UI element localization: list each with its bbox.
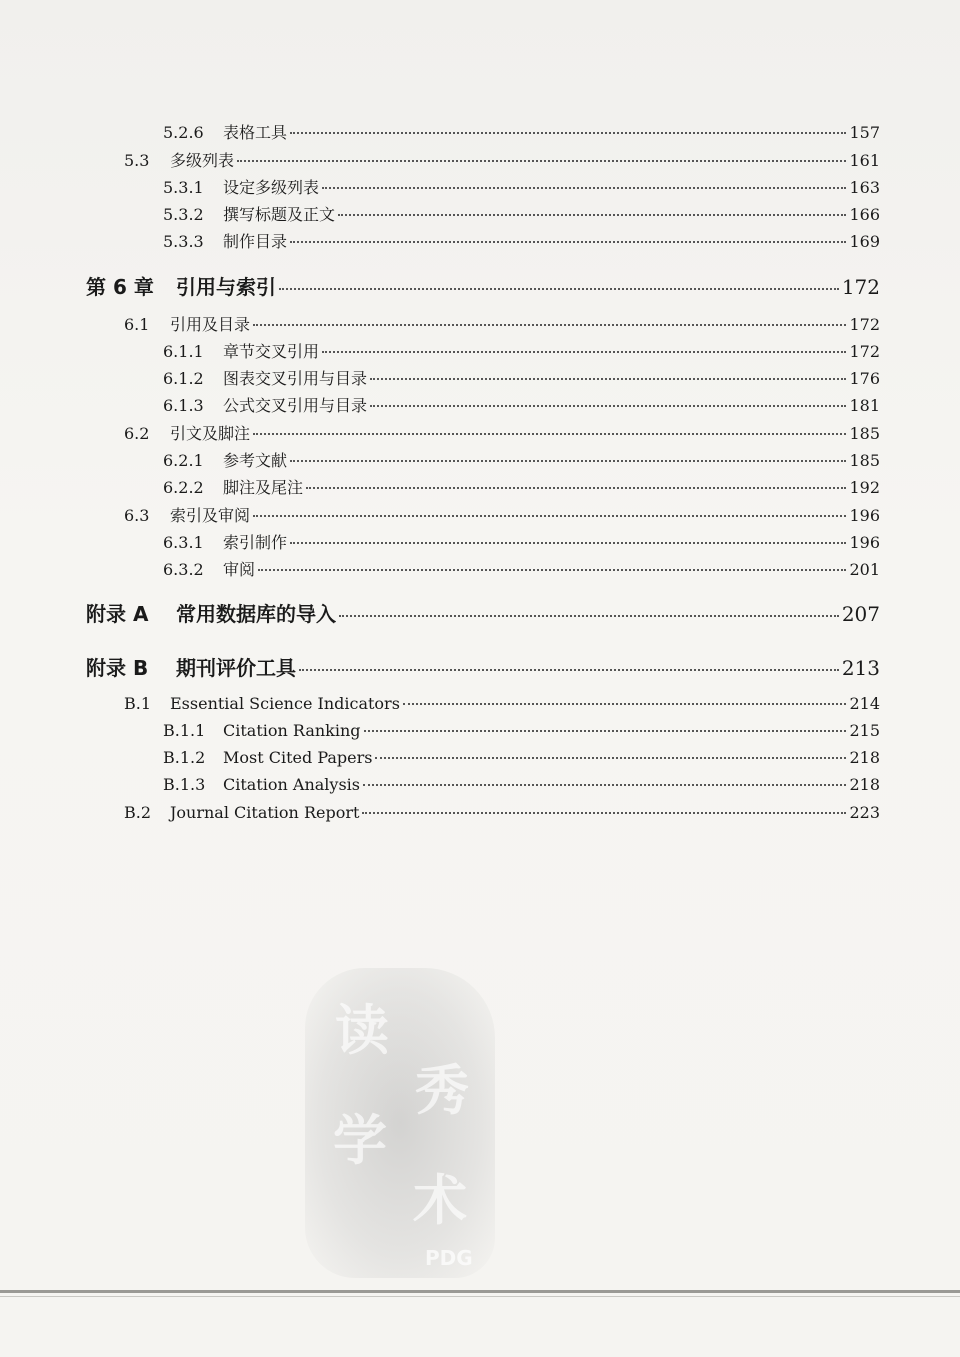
toc-dot-leader [253,324,846,326]
toc-entry-page-number: 161 [849,151,880,170]
toc-entry-title: 参考文献 [223,451,288,470]
toc-section-entry [124,803,880,822]
stamp-label: PDG [425,1246,473,1270]
toc-dot-leader [370,378,846,380]
toc-entry-number: 6.1.3 [163,396,204,415]
stamp-glyph: 学 [333,1108,387,1172]
toc-entry-title: 引文及脚注 [170,424,251,443]
toc-entry-number: 6.1.2 [163,369,204,388]
toc-dot-leader [299,669,839,671]
toc-dot-leader [322,351,846,353]
toc-dot-leader [306,487,846,489]
stamp-glyph: 读 [335,998,389,1062]
watermark-stamp [305,968,495,1278]
toc-section-entry [124,421,880,444]
toc-dot-leader [290,132,846,134]
toc-entry-page-number: 218 [849,775,880,794]
toc-section-entry [124,694,880,713]
toc-dot-leader [279,288,839,290]
toc-entry-title: 脚注及尾注 [223,478,304,497]
toc-entry-title: Citation Ranking [223,721,361,740]
toc-entry-page-number: 163 [849,178,880,197]
toc-entry-number: 6.2.2 [163,478,204,497]
toc-entry-title: 制作目录 [223,232,288,251]
toc-entry-number: 5.3.2 [163,205,204,224]
toc-section-entry [124,148,880,171]
toc-entry-title: 撰写标题及正文 [223,205,336,224]
toc-entry-page-number: 213 [841,656,880,680]
toc-entry-number: 6.1 [124,315,150,334]
toc-entry-page-number: 192 [849,478,880,497]
toc-entry-title: 图表交叉引用与目录 [223,369,368,388]
toc-entry-page-number: 196 [849,506,880,525]
toc-dot-leader [375,757,846,759]
toc-entry-page-number: 185 [849,451,880,470]
toc-entry-number: B.1 [124,694,152,713]
toc-section-entry [124,312,880,335]
toc-entry-page-number: 215 [849,721,880,740]
toc-subsection-entry [163,393,880,416]
toc-subsection-entry [163,175,880,198]
toc-entry-page-number: 169 [849,232,880,251]
toc-entry-number: 5.2.6 [163,123,204,142]
toc-entry-page-number: 201 [849,560,880,579]
stamp-glyph: 术 [413,1168,467,1232]
toc-entry-title: 引用及目录 [170,315,251,334]
toc-entry-page-number: 214 [849,694,880,713]
toc-subsection-entry [163,557,880,580]
toc-entry-title: 表格工具 [223,123,288,142]
toc-chapter-entry [86,271,880,300]
toc-entry-page-number: 185 [849,424,880,443]
toc-entry-page-number: 172 [841,275,880,299]
toc-subsection-entry [163,229,880,252]
page-bottom-rule-secondary [0,1296,960,1297]
toc-entry-page-number: 157 [849,123,880,142]
toc-dot-leader [362,812,846,814]
toc-entry-number: 5.3.3 [163,232,204,251]
toc-entry-number: 5.3.1 [163,178,204,197]
toc-dot-leader [290,542,846,544]
toc-subsection-entry [163,366,880,389]
toc-entry-number: B.1.3 [163,775,206,794]
toc-entry-title: 引用与索引 [176,275,276,299]
toc-dot-leader [253,433,846,435]
toc-dot-leader [322,187,846,189]
toc-subsection-entry [163,202,880,225]
toc-dot-leader [403,703,847,705]
toc-subsection-entry [163,530,880,553]
toc-dot-leader [237,160,846,162]
toc-entry-page-number: 223 [849,803,880,822]
toc-entry-number: 6.3 [124,506,150,525]
toc-entry-title: Journal Citation Report [170,803,360,822]
toc-dot-leader [363,784,846,786]
toc-entry-number: B.2 [124,803,152,822]
toc-subsection-entry [163,339,880,362]
toc-entry-title: 索引制作 [223,533,288,552]
toc-entry-page-number: 172 [849,315,880,334]
toc-entry-page-number: 196 [849,533,880,552]
toc-subsection-entry [163,775,880,794]
toc-entry-title: Most Cited Papers [223,748,373,767]
toc-entry-page-number: 218 [849,748,880,767]
toc-entry-number: 6.3.1 [163,533,204,552]
toc-entry-title: 多级列表 [170,151,235,170]
toc-entry-title: Citation Analysis [223,775,360,794]
toc-subsection-entry [163,721,880,740]
toc-entry-number: 附录 B [86,656,149,680]
toc-entry-number: 第 6 章 [86,275,154,299]
toc-dot-leader [338,214,846,216]
toc-subsection-entry [163,120,880,143]
toc-entry-title: 公式交叉引用与目录 [223,396,368,415]
toc-entry-number: 附录 A [86,602,149,626]
toc-dot-leader [364,730,847,732]
toc-dot-leader [339,615,839,617]
toc-entry-number: 5.3 [124,151,150,170]
toc-chapter-entry [86,652,880,681]
toc-entry-number: 6.3.2 [163,560,204,579]
toc-dot-leader [253,515,846,517]
toc-entry-page-number: 176 [849,369,880,388]
page-bottom-rule [0,1290,960,1293]
toc-dot-leader [290,460,846,462]
toc-chapter-entry [86,598,880,627]
toc-entry-title: 设定多级列表 [223,178,320,197]
toc-subsection-entry [163,448,880,471]
toc-dot-leader [290,241,846,243]
toc-entry-title: 索引及审阅 [170,506,251,525]
toc-entry-title: 期刊评价工具 [176,656,296,680]
toc-dot-leader [370,405,846,407]
toc-dot-leader [258,569,846,571]
toc-entry-page-number: 172 [849,342,880,361]
toc-entry-page-number: 166 [849,205,880,224]
toc-entry-title: 常用数据库的导入 [176,602,336,626]
toc-subsection-entry [163,748,880,767]
toc-entry-title: 章节交叉引用 [223,342,320,361]
toc-entry-number: 6.1.1 [163,342,204,361]
toc-entry-title: 审阅 [223,560,256,579]
toc-entry-title: Essential Science Indicators [170,694,400,713]
toc-subsection-entry [163,475,880,498]
toc-entry-number: 6.2.1 [163,451,204,470]
toc-entry-number: 6.2 [124,424,150,443]
stamp-glyph: 秀 [415,1058,469,1122]
toc-entry-number: B.1.2 [163,748,206,767]
toc-entry-number: B.1.1 [163,721,206,740]
toc-entry-page-number: 207 [841,602,880,626]
toc-entry-page-number: 181 [849,396,880,415]
toc-section-entry [124,503,880,526]
